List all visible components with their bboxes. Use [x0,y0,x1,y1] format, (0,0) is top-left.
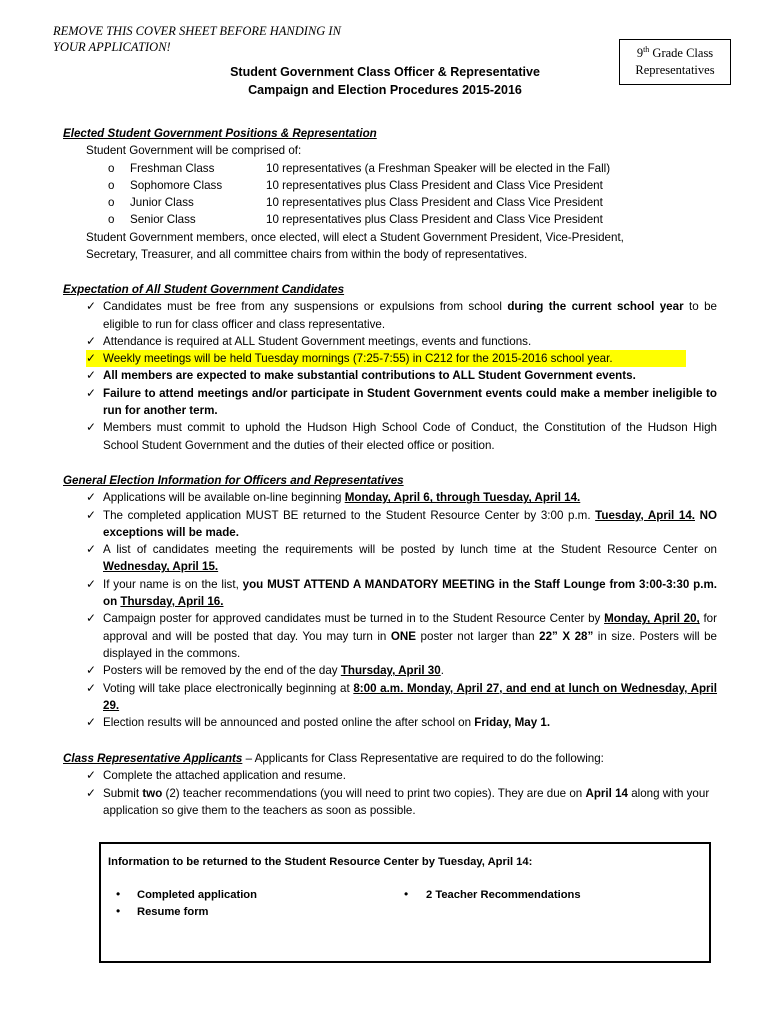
checkmark-icon: ✓ [86,576,97,591]
cover-note-line2: YOUR APPLICATION! [53,40,171,54]
checkmark-icon: ✓ [86,768,97,783]
positions-section [63,125,723,263]
list-item: ✓ Members must commit to uphold the Hudson High School Code of Conduct, the Constitution of the Hudson High School Student Government and the duties of their elected office or position. [86,420,717,452]
checkmark-icon: ✓ [86,663,97,678]
bullet-icon: • [116,887,121,901]
bullet-icon: o [108,178,115,192]
list-item-highlighted: ✓ Weekly meetings will be held Tuesday mornings (7:25-7:55) in C212 for the 2015-2016 school year. [86,350,686,367]
checkmark-icon: ✓ [86,611,97,626]
info-box [99,842,711,963]
class-rep-section [63,750,723,819]
class-row: o Senior Class 10 representatives plus Class President and Class Vice President [108,211,723,228]
list-item: ✓ Submit two (2) teacher recommendations (you will need to print two copies). They are due on April 14 along with your application so give them to the teachers as soon as possible. [86,785,710,817]
grade-box-line1: 9th Grade Class [636,45,714,61]
list-item: ✓ Voting will take place electronically beginning at 8:00 a.m. Monday, April 27, and end at lunch on Wednesday, April 29. [86,680,718,712]
class-rep-heading: Class Representative Applicants [63,752,243,765]
cover-note [53,23,383,55]
list-item: ✓ Attendance is required at ALL Student Government meetings, events and functions. [103,333,717,350]
list-item: ✓ A list of candidates meeting the requirements will be posted by lunch time at the Student Resource Center on Wednesday, April 15. [86,542,717,574]
checkmark-icon: ✓ [86,490,97,505]
list-item: ✓ Applications will be available on-line beginning Monday, April 6, through Tuesday, April 14. [103,489,717,506]
list-item: ✓ Election results will be announced and posted online the after school on Friday, May 1. [103,714,717,731]
checkmark-icon: ✓ [86,785,97,800]
class-row: o Sophomore Class 10 representatives plus Class President and Class Vice President [108,177,723,194]
expectations-section [63,281,723,454]
info-box-title: Information to be returned to the Student Resource Center by Tuesday, April 14: [108,856,533,868]
positions-outro: Student Government members, once elected, will elect a Student Government President, Vice-President, Secretary, Treasurer, and all committee chairs from within the body of representatives. [86,230,624,262]
general-list [63,489,717,731]
list-item: ✓ Posters will be removed by the end of the day Thursday, April 30. [103,662,717,679]
class-row: o Freshman Class 10 representatives (a Freshman Speaker will be elected in the Fall) [108,160,723,177]
info-item-resume: Resume form [137,906,209,918]
bullet-icon: • [404,887,409,901]
checkmark-icon: ✓ [86,351,97,366]
list-item: ✓ If your name is on the list, you MUST ATTEND A MANDATORY MEETING in the Staff Lounge from 3:00-3:30 p.m. on Thursday, April 16. [86,576,717,609]
checkmark-icon: ✓ [86,680,97,695]
list-item: ✓ The completed application MUST BE returned to the Student Resource Center by 3:00 p.m. Tuesday, April 14. NO exceptions will be made. [86,507,717,539]
class-rep-heading-line: Class Representative Applicants – Applicants for Class Representative are required to do the following: [63,752,604,765]
checkmark-icon: ✓ [86,715,97,730]
positions-heading: Elected Student Government Positions & Representation [63,127,377,140]
checkmark-icon: ✓ [86,299,97,314]
checkmark-icon: ✓ [86,507,97,522]
checkmark-icon: ✓ [86,368,97,383]
grade-box [619,39,731,85]
list-item: ✓ Failure to attend meetings and/or participate in Student Government events could make a member ineligible to run for another term. [86,385,717,418]
positions-intro: Student Government will be comprised of: [86,144,302,158]
expectations-list [63,298,717,454]
checkmark-icon: ✓ [86,542,97,557]
checkmark-icon: ✓ [86,333,97,348]
info-item-application: Completed application [137,889,257,901]
checkmark-icon: ✓ [86,420,97,435]
expectations-heading: Expectation of All Student Government Candidates [63,283,345,296]
class-row: o Junior Class 10 representatives plus Class President and Class Vice President [108,194,723,211]
general-section [63,472,723,731]
title-line1: Student Government Class Officer & Representative [230,65,540,79]
bullet-icon: o [108,213,115,227]
grade-box-line2: Representatives [635,63,715,78]
bullet-icon: • [116,904,121,918]
bullet-icon: o [108,196,115,210]
cover-note-line1: REMOVE THIS COVER SHEET BEFORE HANDING IN [53,24,341,38]
list-item: ✓ Campaign poster for approved candidates must be turned in to the Student Resource Center by Monday, April 20, for approval and will be posted that day. You may turn in ONE poster not larger than 22” X 28” in size. Posters will be displayed in the commons. [86,611,717,660]
title-line2: Campaign and Election Procedures 2015-2016 [248,83,522,97]
info-item-recommendations: 2 Teacher Recommendations [426,889,581,901]
list-item: ✓ All members are expected to make substantial contributions to ALL Student Government events. [103,367,717,384]
bullet-icon: o [108,161,115,175]
list-item: ✓ Candidates must be free from any suspensions or expulsions from school during the current school year to be eligible to run for class officer and class representative. [86,299,718,331]
general-heading: General Election Information for Officers and Representatives [63,474,404,487]
list-item: ✓ Complete the attached application and resume. [103,767,717,784]
class-rep-list [63,767,717,819]
checkmark-icon: ✓ [86,385,97,400]
class-list [63,160,723,229]
page-title [160,63,610,99]
